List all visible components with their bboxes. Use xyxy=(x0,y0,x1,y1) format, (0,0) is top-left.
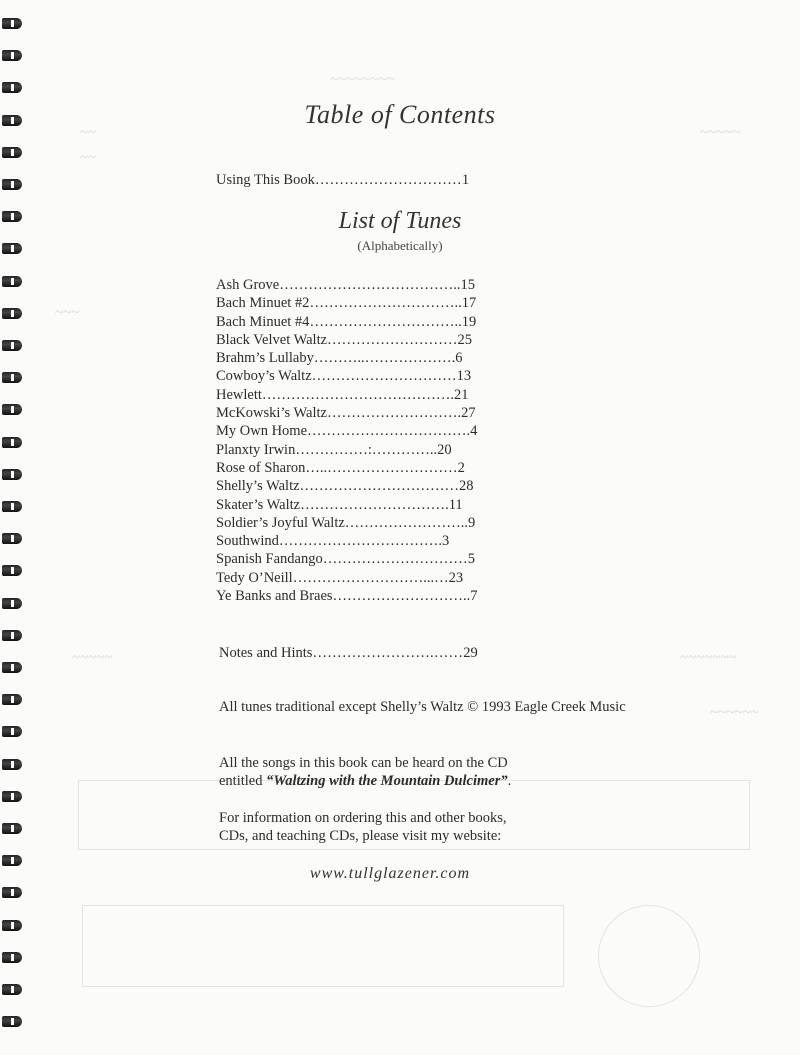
spiral-ring xyxy=(2,630,22,641)
entry-leader: …………………………… xyxy=(299,478,460,495)
bleed-through-text: ~~ xyxy=(80,150,97,166)
spiral-ring xyxy=(2,598,22,609)
list-item xyxy=(216,367,478,385)
tune-page: 21 xyxy=(454,386,469,403)
tune-name: Bach Minuet #2 xyxy=(216,295,310,312)
list-item xyxy=(216,276,478,294)
ordering-info xyxy=(219,809,507,845)
spiral-ring xyxy=(2,984,22,995)
tune-name: McKowski’s Waltz xyxy=(216,405,327,422)
spiral-ring xyxy=(2,340,22,351)
entry-leader: ……………………………. xyxy=(278,533,442,550)
spiral-ring xyxy=(2,694,22,705)
cd-note-prefix: entitled xyxy=(219,773,267,789)
entry-label: Using This Book xyxy=(216,172,315,188)
spiral-ring xyxy=(2,887,22,898)
entry-leader: …………………….…… xyxy=(312,645,464,661)
spiral-ring xyxy=(2,1016,22,1027)
ordering-info-line: For information on ordering this and other books, xyxy=(219,810,507,826)
bleed-through-text: ~~~~~ xyxy=(700,125,741,141)
tune-name: Ye Banks and Braes xyxy=(216,588,333,605)
spiral-binding xyxy=(0,0,26,1055)
cd-note-line: All the songs in this book can be heard on the CD xyxy=(219,755,508,771)
list-item xyxy=(216,349,478,367)
entry-leader: ………………………… xyxy=(314,172,462,188)
cd-note xyxy=(219,754,511,790)
spiral-ring xyxy=(2,372,22,383)
entry-page: 1 xyxy=(461,172,470,188)
list-item xyxy=(216,550,478,568)
tune-name: Black Velvet Waltz xyxy=(216,331,328,348)
entry-leader: …..……………………… xyxy=(305,459,458,476)
toc-entry-notes-and-hints xyxy=(219,645,478,662)
spiral-ring xyxy=(2,952,22,963)
list-item xyxy=(216,313,478,331)
spiral-ring xyxy=(2,791,22,802)
spiral-ring xyxy=(2,920,22,931)
list-item xyxy=(216,386,478,404)
list-item xyxy=(216,477,478,495)
entry-label: Notes and Hints xyxy=(219,645,313,661)
tune-page: 25 xyxy=(457,331,473,348)
spiral-ring xyxy=(2,18,22,29)
tune-name: Tedy O’Neill xyxy=(216,569,293,586)
entry-leader: ………………………. xyxy=(326,405,462,422)
tune-page: 15 xyxy=(460,277,475,293)
entry-leader: ………..………………. xyxy=(313,350,456,367)
list-item xyxy=(216,422,478,440)
tune-page: 19 xyxy=(461,313,477,330)
bleed-through-text: ~~~~~ xyxy=(72,650,113,666)
tune-name: Skater’s Waltz xyxy=(216,496,301,513)
spiral-ring xyxy=(2,501,22,512)
spiral-ring xyxy=(2,179,22,190)
spiral-ring xyxy=(2,533,22,544)
bleed-through-text: ~~~~~~ xyxy=(710,705,759,721)
list-item xyxy=(216,569,478,587)
tune-name: Shelly’s Waltz xyxy=(216,478,300,495)
spiral-ring xyxy=(2,823,22,834)
spiral-ring xyxy=(2,404,22,415)
tune-list xyxy=(216,276,478,605)
tune-page: 9 xyxy=(468,514,476,531)
tune-page: 7 xyxy=(470,588,478,605)
tune-name: Cowboy’s Waltz xyxy=(216,368,312,385)
bleed-through-text: ~~~ xyxy=(55,305,80,321)
entry-leader: ………………………… xyxy=(322,551,468,568)
tune-name: Planxty Irwin xyxy=(216,441,296,458)
tune-page: 17 xyxy=(461,295,477,312)
tune-name: Bach Minuet #4 xyxy=(216,313,310,330)
bleed-through-text: ~~ xyxy=(80,125,97,141)
list-item xyxy=(216,587,478,605)
spiral-ring xyxy=(2,565,22,576)
tune-page: 3 xyxy=(441,533,450,550)
entry-leader: …………………….. xyxy=(344,514,469,531)
list-item xyxy=(216,294,478,312)
cd-title: “Waltzing with the Mountain Dulcimer” xyxy=(266,773,508,789)
spiral-ring xyxy=(2,437,22,448)
tune-page: 13 xyxy=(456,368,472,385)
spiral-ring xyxy=(2,276,22,287)
bleed-through-figure xyxy=(598,905,700,1007)
entry-leader: ……………………………….. xyxy=(279,277,461,293)
tune-page: 27 xyxy=(461,405,476,422)
spiral-ring xyxy=(2,662,22,673)
spiral-ring xyxy=(2,759,22,770)
list-item xyxy=(216,441,478,459)
tune-name: Southwind xyxy=(216,533,279,550)
spiral-ring xyxy=(2,469,22,480)
list-item xyxy=(216,514,478,532)
tune-page: 20 xyxy=(437,441,452,458)
entry-leader: …………………………. xyxy=(300,496,449,513)
list-subnote: (Alphabetically) xyxy=(357,238,443,253)
tune-name: Spanish Fandango xyxy=(216,551,323,568)
bleed-through-text: ~~~~~~~ xyxy=(680,650,737,666)
list-item xyxy=(216,496,478,514)
spiral-ring xyxy=(2,308,22,319)
bleed-through-text: ~~~~~~~~ xyxy=(330,72,395,88)
entry-leader: …………………………………. xyxy=(261,386,455,403)
tune-page: 4 xyxy=(470,423,478,440)
entry-leader: ………………………...… xyxy=(292,569,449,586)
tune-page: 6 xyxy=(455,350,463,367)
tune-page: 11 xyxy=(448,496,463,513)
tune-name: Ash Grove xyxy=(216,277,280,293)
tune-page: 23 xyxy=(448,569,464,586)
website-url: www.tullglazener.com xyxy=(309,865,471,882)
entry-leader: ………………………….. xyxy=(309,295,462,312)
spiral-ring xyxy=(2,726,22,737)
tune-name: Hewlett xyxy=(216,386,262,403)
cd-note-suffix: . xyxy=(507,773,512,789)
tune-name: Soldier’s Joyful Waltz xyxy=(216,514,345,531)
spiral-ring xyxy=(2,50,22,61)
list-heading: List of Tunes xyxy=(338,208,462,234)
cd-note-line xyxy=(219,772,511,790)
tune-name: My Own Home xyxy=(216,423,308,440)
spiral-ring xyxy=(2,147,22,158)
entry-leader: ……………:………….. xyxy=(295,441,438,458)
tune-name: Rose of Sharon xyxy=(216,459,306,476)
toc-entry-using-this-book xyxy=(216,172,469,189)
entry-leader: ………………………… xyxy=(311,368,457,385)
list-item xyxy=(216,459,478,477)
tune-name: Brahm’s Lullaby xyxy=(216,350,314,367)
spiral-ring xyxy=(2,82,22,93)
tune-page: 5 xyxy=(467,551,475,568)
bleed-through-staff xyxy=(82,905,564,987)
tune-page: 2 xyxy=(457,459,465,476)
list-item xyxy=(216,532,478,550)
list-item xyxy=(216,331,478,349)
entry-leader: ……………………… xyxy=(327,331,458,348)
copyright-note: All tunes traditional except Shelly’s Waltz © 1993 Eagle Creek Music xyxy=(219,699,626,715)
entry-page: 29 xyxy=(463,645,478,661)
ordering-info-line: CDs, and teaching CDs, please visit my website: xyxy=(219,828,502,844)
entry-leader: ……………………………. xyxy=(307,423,471,440)
entry-leader: ………………………….. xyxy=(309,313,462,330)
tune-page: 28 xyxy=(459,478,474,495)
page-title: Table of Contents xyxy=(304,100,496,129)
list-item xyxy=(216,404,478,422)
entry-leader: ……………………….. xyxy=(332,588,471,605)
